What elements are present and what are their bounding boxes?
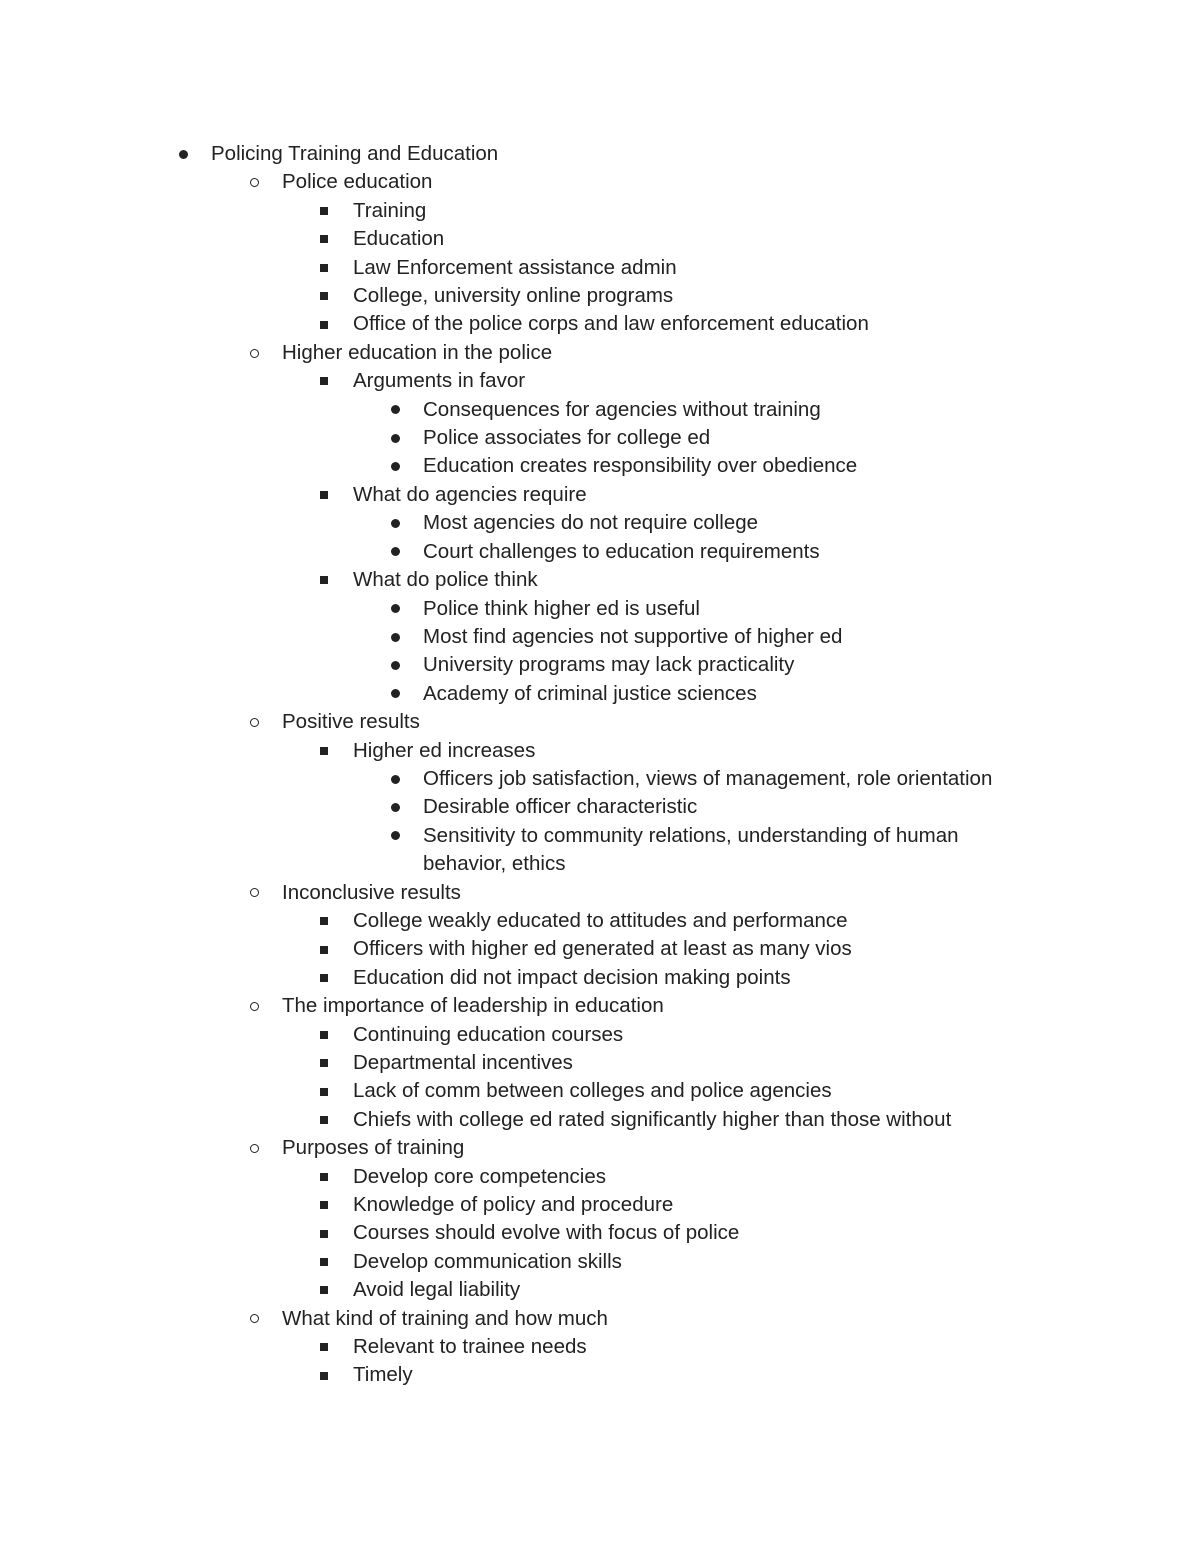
square-bullet-icon [317, 1191, 331, 1219]
outline-item-text: Lack of comm between colleges and police agencies [353, 1079, 832, 1103]
disc-bullet-icon [388, 765, 402, 793]
outline-item-text: Higher ed increases [353, 738, 536, 762]
outline-item-level-4 [0, 651, 1200, 679]
outline-item-level-3 [0, 1049, 1200, 1077]
outline-item-level-3 [0, 1333, 1200, 1361]
outline-item-text: Education did not impact decision making points [353, 965, 791, 989]
outline-item-level-4 [0, 793, 1200, 821]
square-bullet-icon [317, 310, 331, 338]
outline-item-level-3 [0, 1248, 1200, 1276]
outline-item-level-3 [0, 225, 1200, 253]
outline-item-level-2 [0, 168, 1200, 196]
circle-bullet-icon [247, 1305, 261, 1333]
outline-item-text: Education [353, 227, 445, 251]
outline-item-text: Police associates for college ed [423, 426, 711, 450]
outline-item-text: Consequences for agencies without training [423, 397, 821, 421]
square-bullet-icon [317, 1219, 331, 1247]
outline-item-level-3 [0, 254, 1200, 282]
square-bullet-icon [317, 1333, 331, 1361]
disc-bullet-icon [388, 509, 402, 537]
square-bullet-icon [317, 282, 331, 310]
square-bullet-icon [317, 1163, 331, 1191]
outline-item-level-3 [0, 1021, 1200, 1049]
outline-item-level-2 [0, 1134, 1200, 1162]
outline-item-text: Sensitivity to community relations, understanding of human behavior, ethics [423, 823, 959, 876]
outline-item-text: College weakly educated to attitudes and performance [353, 908, 848, 932]
outline-item-level-1 [0, 140, 1200, 168]
circle-bullet-icon [247, 1134, 261, 1162]
square-bullet-icon [317, 1276, 331, 1304]
outline-item-level-2 [0, 992, 1200, 1020]
circle-bullet-icon [247, 708, 261, 736]
outline-item-text: Academy of criminal justice sciences [423, 681, 757, 705]
circle-bullet-icon [247, 339, 261, 367]
outline-item-text: Purposes of training [282, 1136, 465, 1160]
outline-item-level-3 [0, 282, 1200, 310]
outline-item-level-4 [0, 822, 1200, 879]
outline-item-text: Departmental incentives [353, 1051, 573, 1074]
outline-item-text: Officers with higher ed generated at least as many vios [353, 937, 852, 961]
circle-bullet-icon [247, 879, 261, 907]
outline-item-text: Court challenges to education requirements [423, 539, 820, 563]
disc-bullet-icon [388, 452, 402, 480]
outline-item-level-4 [0, 396, 1200, 424]
square-bullet-icon [317, 1361, 331, 1389]
square-bullet-icon [317, 1049, 331, 1077]
disc-bullet-icon [388, 538, 402, 566]
outline-item-text: Policing Training and Education [211, 142, 499, 165]
outline-item-text: Police education [282, 170, 433, 194]
outline-item-text: Arguments in favor [353, 369, 526, 393]
outline-item-text: Knowledge of policy and procedure [353, 1193, 674, 1217]
outline-item-level-4 [0, 538, 1200, 566]
outline-item-text: Education creates responsibility over obedience [423, 454, 858, 478]
disc-bullet-icon [388, 396, 402, 424]
square-bullet-icon [317, 935, 331, 963]
outline-item-text: Training [353, 198, 427, 222]
outline-item-level-3 [0, 964, 1200, 992]
disc-bullet-icon [388, 822, 402, 850]
outline-item-text: Desirable officer characteristic [423, 795, 698, 819]
outline-item-level-4 [0, 452, 1200, 480]
outline-item-text: What kind of training and how much [282, 1306, 608, 1330]
outline-item-text: College, university online programs [353, 284, 674, 308]
outline-item-level-3 [0, 1361, 1200, 1389]
outline-item-text: Develop core competencies [353, 1164, 606, 1188]
outline-item-level-3 [0, 1106, 1200, 1134]
outline-item-text: Continuing education courses [353, 1022, 624, 1046]
outline-item-level-3 [0, 1077, 1200, 1105]
outline-item-level-4 [0, 595, 1200, 623]
outline-item-text: Inconclusive results [282, 880, 461, 904]
circle-bullet-icon [247, 992, 261, 1020]
disc-bullet-icon [388, 424, 402, 452]
square-bullet-icon [317, 737, 331, 765]
outline-item-level-3 [0, 197, 1200, 225]
square-bullet-icon [317, 907, 331, 935]
disc-bullet-icon [388, 680, 402, 708]
outline-item-level-2 [0, 879, 1200, 907]
outline-item-level-4 [0, 623, 1200, 651]
square-bullet-icon [317, 1106, 331, 1134]
outline-item-level-4 [0, 765, 1200, 793]
circle-bullet-icon [247, 168, 261, 196]
outline-item-text: Chiefs with college ed rated significantly higher than those without [353, 1107, 952, 1131]
outline-item-text: Timely [353, 1363, 413, 1387]
outline-item-level-2 [0, 708, 1200, 736]
outline-item-text: What do agencies require [353, 482, 587, 506]
outline-item-level-4 [0, 424, 1200, 452]
square-bullet-icon [317, 481, 331, 509]
outline-item-text: Officers job satisfaction, views of management, role orientation [423, 766, 993, 790]
outline-item-level-3 [0, 907, 1200, 935]
square-bullet-icon [317, 1021, 331, 1049]
outline-item-text: What do police think [353, 568, 538, 592]
outline-item-level-3 [0, 1163, 1200, 1191]
outline-item-level-3 [0, 935, 1200, 963]
outline-item-text: Develop communication skills [353, 1249, 622, 1273]
square-bullet-icon [317, 964, 331, 992]
outline-item-text: Positive results [282, 710, 420, 734]
outline-item-level-3 [0, 566, 1200, 594]
outline-item-text: Most find agencies not supportive of higher ed [423, 624, 843, 648]
outline-item-level-3 [0, 367, 1200, 395]
outline-item-level-3 [0, 1219, 1200, 1247]
disc-bullet-icon [388, 595, 402, 623]
outline-item-text: The importance of leadership in education [282, 994, 664, 1018]
outline-item-text: Courses should evolve with focus of police [353, 1221, 740, 1245]
disc-bullet-icon [388, 623, 402, 651]
outline-item-text: Relevant to trainee needs [353, 1335, 587, 1359]
notes-outline [0, 140, 1200, 1390]
outline-item-text: Office of the police corps and law enforcement education [353, 312, 869, 336]
outline-item-level-3 [0, 481, 1200, 509]
outline-item-level-4 [0, 509, 1200, 537]
square-bullet-icon [317, 367, 331, 395]
outline-item-text: University programs may lack practicality [423, 653, 795, 677]
square-bullet-icon [317, 1077, 331, 1105]
outline-item-text: Higher education in the police [282, 340, 553, 364]
outline-item-level-3 [0, 737, 1200, 765]
outline-item-level-2 [0, 1305, 1200, 1333]
square-bullet-icon [317, 1248, 331, 1276]
outline-item-text: Most agencies do not require college [423, 511, 759, 535]
disc-bullet-icon [388, 651, 402, 679]
disc-bullet-icon [176, 140, 190, 168]
square-bullet-icon [317, 254, 331, 282]
square-bullet-icon [317, 225, 331, 253]
outline-item-text: Law Enforcement assistance admin [353, 255, 677, 279]
outline-item-level-3 [0, 1191, 1200, 1219]
disc-bullet-icon [388, 793, 402, 821]
outline-item-level-3 [0, 310, 1200, 338]
square-bullet-icon [317, 566, 331, 594]
outline-item-text: Police think higher ed is useful [423, 596, 700, 620]
outline-item-level-3 [0, 1276, 1200, 1304]
outline-item-text: Avoid legal liability [353, 1278, 521, 1302]
outline-item-level-4 [0, 680, 1200, 708]
outline-item-level-2 [0, 339, 1200, 367]
square-bullet-icon [317, 197, 331, 225]
